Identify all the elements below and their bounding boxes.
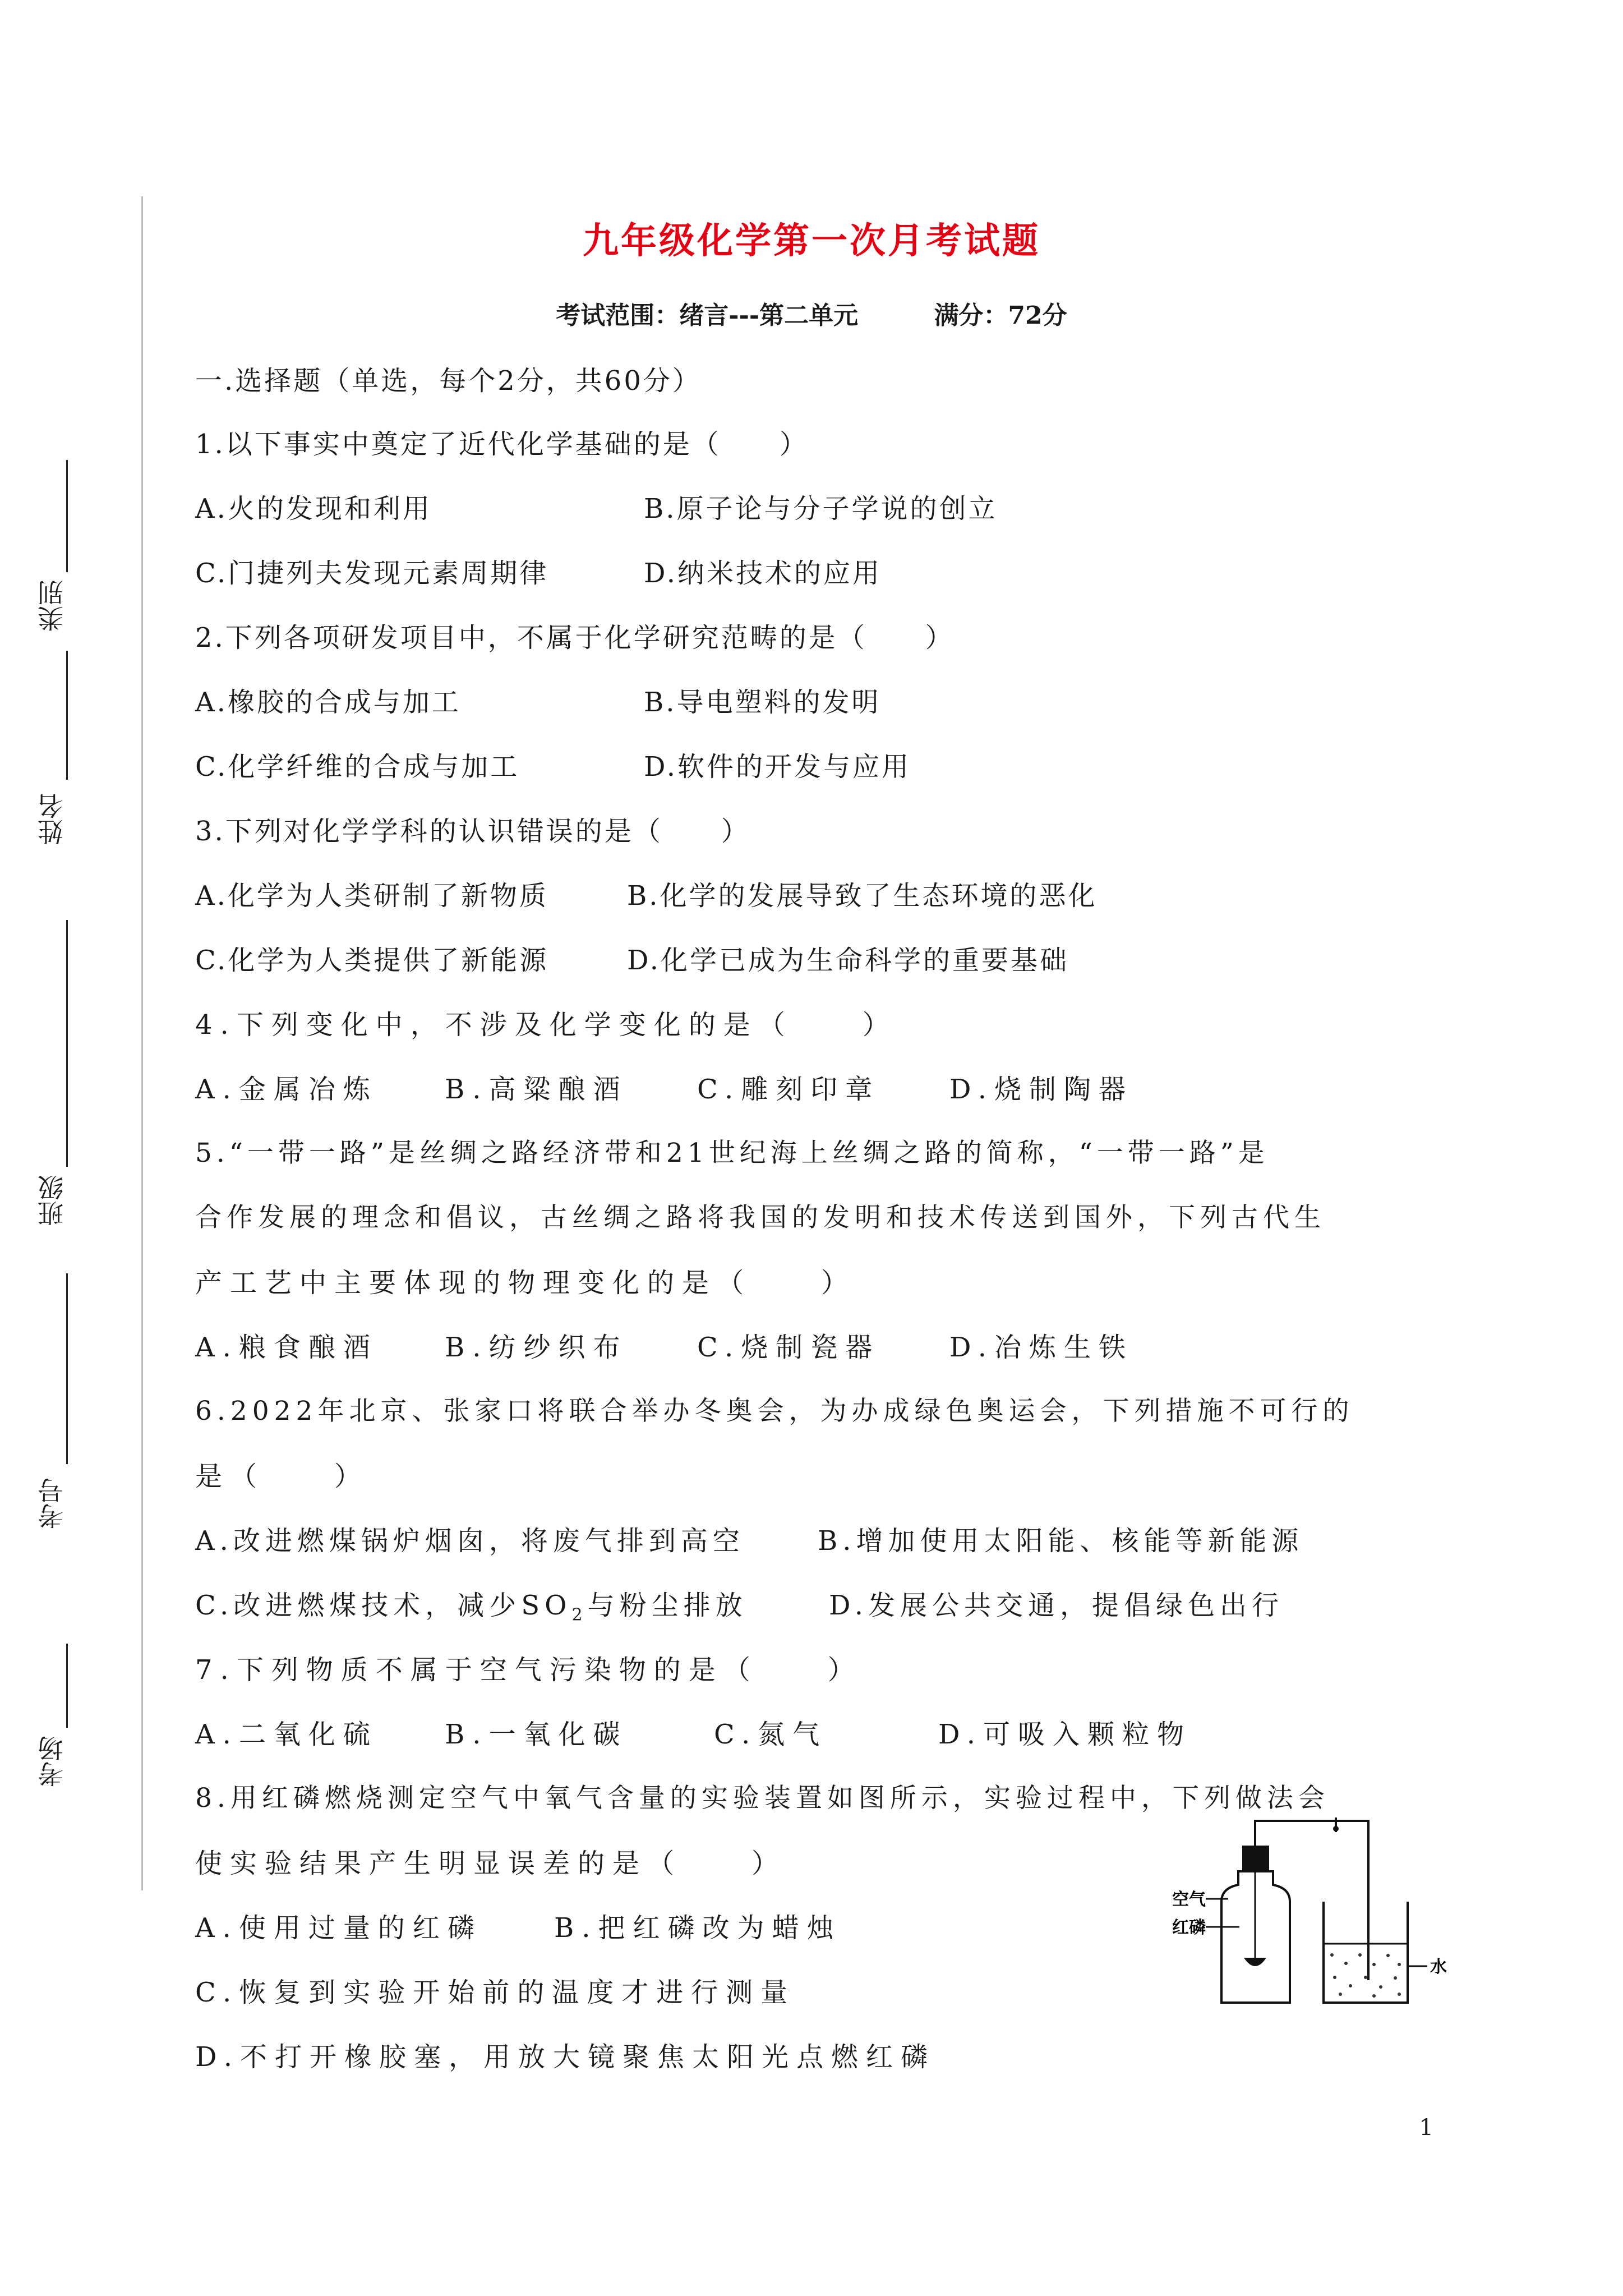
sidebar-fill-line-name[interactable] bbox=[66, 651, 68, 780]
sidebar-label-name: 姓名 bbox=[37, 793, 67, 845]
experiment-apparatus-figure bbox=[1172, 1818, 1469, 2008]
q6-option-a[interactable]: A.改进燃煤锅炉烟囱，将废气排到高空 bbox=[195, 1525, 745, 1557]
question-2-options-2 bbox=[195, 745, 911, 784]
question-7-stem: 7.下列物质不属于空气污染物的是（ ） bbox=[195, 1654, 863, 1686]
question-1-options-2 bbox=[195, 551, 882, 590]
section-heading: 一.选择题（单选，每个2分，共60分） bbox=[195, 365, 702, 397]
question-7-options bbox=[195, 1713, 1192, 1751]
question-8-stem-line-2: 使实验结果产生明显误差的是（ ） bbox=[195, 1848, 787, 1879]
question-5-options bbox=[195, 1326, 1134, 1364]
q7-option-a[interactable]: A.二氧化硫 bbox=[195, 1719, 378, 1750]
question-5-stem-line-3: 产工艺中主要体现的物理变化的是（ ） bbox=[195, 1267, 856, 1299]
q5-option-b[interactable]: B.纺纱织布 bbox=[445, 1332, 628, 1363]
exam-info bbox=[0, 295, 1623, 331]
q6-option-c[interactable] bbox=[195, 1590, 748, 1625]
question-4-stem: 4.下列变化中，不涉及化学变化的是（ ） bbox=[195, 1009, 897, 1041]
page-title: 九年级化学第一次月考试题 bbox=[583, 220, 1040, 262]
sidebar-fill-line-class[interactable] bbox=[66, 920, 68, 1167]
q3-option-d[interactable]: D.化学已成为生命科学的重要基础 bbox=[627, 945, 1069, 976]
question-4-options bbox=[195, 1068, 1134, 1106]
question-3-options-2 bbox=[195, 938, 1069, 977]
q6-option-c-text: C.改进燃煤技术，减少SO bbox=[195, 1590, 572, 1621]
q3-option-b[interactable]: B.化学的发展导致了生态环境的恶化 bbox=[627, 880, 1098, 912]
q3-option-a[interactable]: A.化学为人类研制了新物质 bbox=[195, 880, 548, 912]
label-air: 空气 bbox=[1172, 1890, 1206, 1910]
question-1-options bbox=[195, 487, 998, 526]
q2-option-a[interactable]: A.橡胶的合成与加工 bbox=[195, 687, 461, 718]
rubber-stopper bbox=[1242, 1846, 1269, 1870]
q4-option-b[interactable]: B.高粱酿酒 bbox=[445, 1074, 628, 1105]
q3-option-c[interactable]: C.化学为人类提供了新能源 bbox=[195, 945, 549, 976]
sidebar-label-class: 班级 bbox=[37, 1175, 67, 1226]
question-2-options bbox=[195, 680, 881, 719]
q8-option-b[interactable]: B.把红磷改为蜡烛 bbox=[554, 1912, 842, 1944]
sidebar-label-exam-room: 考场 bbox=[37, 1736, 67, 1787]
q2-option-b[interactable]: B.导电塑料的发明 bbox=[644, 687, 881, 718]
question-6-options bbox=[195, 1519, 1304, 1558]
question-5-stem-line-1: 5.“一带一路”是丝绸之路经济带和21世纪海上丝绸之路的简称，“一带一路”是 bbox=[195, 1138, 1269, 1168]
q5-option-d[interactable]: D.冶炼生铁 bbox=[949, 1332, 1134, 1363]
question-6-stem-line-2: 是（ ） bbox=[195, 1461, 370, 1492]
question-3-stem: 3.下列对化学学科的认识错误的是（ ） bbox=[195, 816, 750, 847]
q1-option-d[interactable]: D.纳米技术的应用 bbox=[644, 558, 882, 589]
beaker bbox=[1324, 1902, 1408, 2003]
q7-option-b[interactable]: B.一氧化碳 bbox=[445, 1719, 628, 1750]
sidebar-label-exam-number: 考号 bbox=[37, 1478, 67, 1529]
question-6-options-2 bbox=[195, 1584, 1284, 1625]
question-3-options bbox=[195, 874, 1098, 913]
question-8-options bbox=[195, 1906, 842, 1945]
q8-option-d[interactable]: D.不打开橡胶塞，用放大镜聚焦太阳光点燃红磷 bbox=[195, 2041, 936, 2073]
q7-option-c[interactable]: C.氮气 bbox=[714, 1719, 828, 1750]
q8-option-a[interactable]: A.使用过量的红磷 bbox=[195, 1912, 482, 1944]
water-dots bbox=[1330, 1953, 1401, 1998]
q2-option-d[interactable]: D.软件的开发与应用 bbox=[644, 751, 911, 783]
q6-option-c-subscript: 2 bbox=[571, 1605, 588, 1625]
combustion-spoon bbox=[1244, 1958, 1266, 1966]
q2-option-c[interactable]: C.化学纤维的合成与加工 bbox=[195, 751, 520, 783]
sidebar-fill-line-exam-room[interactable] bbox=[66, 1644, 68, 1728]
q8-option-c[interactable]: C.恢复到实验开始前的温度才进行测量 bbox=[195, 1977, 796, 2008]
q6-option-d[interactable]: D.发展公共交通，提倡绿色出行 bbox=[829, 1590, 1284, 1621]
label-water: 水 bbox=[1430, 1957, 1447, 1977]
q5-option-a[interactable]: A.粮食酿酒 bbox=[195, 1332, 378, 1363]
q7-option-d[interactable]: D.可吸入颗粒物 bbox=[938, 1719, 1192, 1750]
label-red-phosphorus: 红磷 bbox=[1172, 1918, 1206, 1938]
page-number: 1 bbox=[1419, 2115, 1433, 2141]
glass-tube bbox=[1255, 1821, 1368, 1980]
exam-full-score: 满分：72分 bbox=[934, 301, 1067, 330]
sidebar-label-category: 类别 bbox=[37, 580, 67, 632]
q4-option-a[interactable]: A.金属冶炼 bbox=[195, 1074, 378, 1105]
question-1-stem: 1.以下事实中奠定了近代化学基础的是（ ） bbox=[195, 429, 809, 460]
q1-option-c[interactable]: C.门捷列夫发现元素周期律 bbox=[195, 558, 549, 589]
q6-option-c-text-2: 与粉尘排放 bbox=[587, 1590, 748, 1621]
question-2-stem: 2.下列各项研发项目中，不属于化学研究范畴的是（ ） bbox=[195, 622, 955, 654]
q6-option-b[interactable]: B.增加使用太阳能、核能等新能源 bbox=[818, 1525, 1304, 1557]
q1-option-b[interactable]: B.原子论与分子学说的创立 bbox=[644, 493, 998, 524]
q5-option-c[interactable]: C.烧制瓷器 bbox=[697, 1332, 880, 1363]
question-5-stem-line-2: 合作发展的理念和倡议，古丝绸之路将我国的发明和技术传送到国外，下列古代生 bbox=[195, 1202, 1326, 1233]
question-8-stem-line-1: 8.用红磷燃烧测定空气中氧气含量的实验装置如图所示，实验过程中，下列做法会 bbox=[195, 1783, 1330, 1814]
exam-range: 考试范围：绪言---第二单元 bbox=[556, 301, 859, 330]
q4-option-c[interactable]: C.雕刻印章 bbox=[697, 1074, 880, 1105]
q1-option-a[interactable]: A.火的发现和利用 bbox=[195, 493, 432, 524]
question-6-stem-line-1: 6.2022年北京、张家口将联合举办冬奥会，为办成绿色奥运会，下列措施不可行的 bbox=[195, 1396, 1354, 1427]
sidebar-fill-line-exam-number[interactable] bbox=[66, 1273, 68, 1464]
q4-option-d[interactable]: D.烧制陶器 bbox=[949, 1074, 1134, 1105]
clamp-knob bbox=[1333, 1826, 1339, 1832]
sidebar-fill-line-category[interactable] bbox=[66, 460, 68, 572]
binding-margin-line bbox=[141, 196, 143, 1890]
